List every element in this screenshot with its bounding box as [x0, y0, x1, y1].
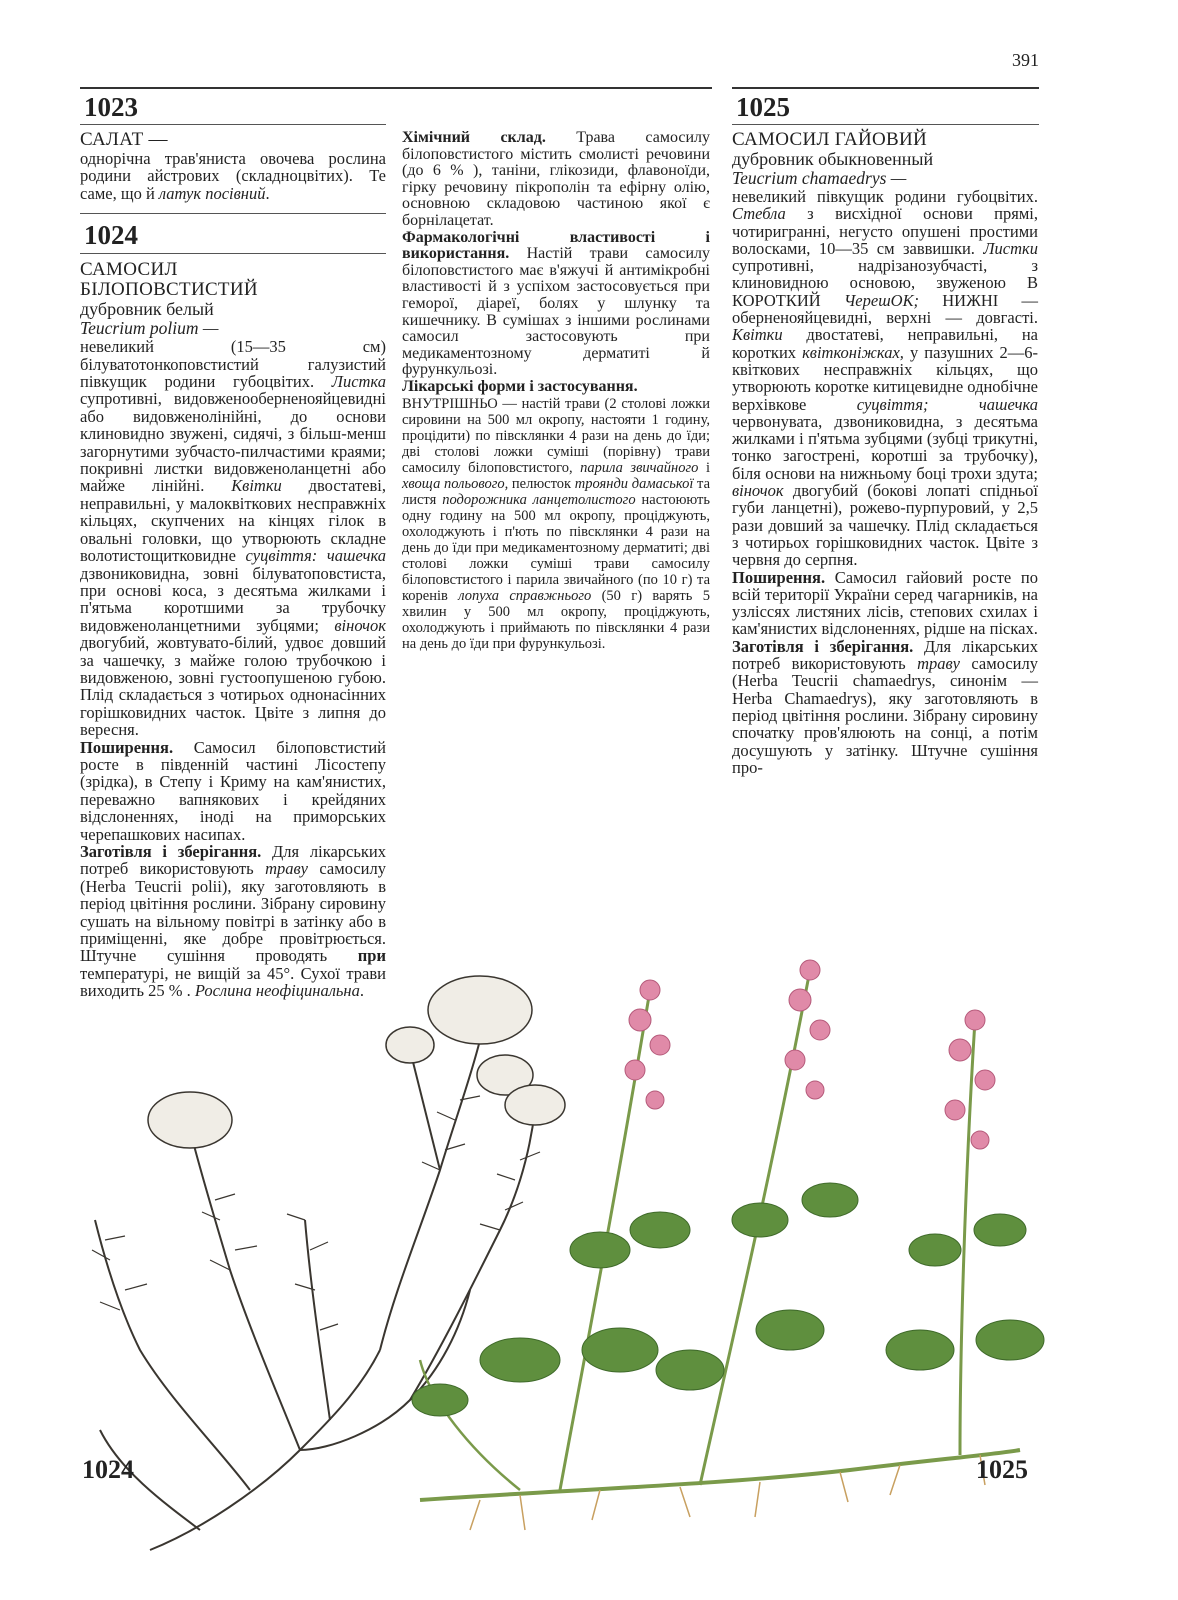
- entry-1024-harvest: Заготівля і зберігання. Для лікарських потреб використовують траву самосилу (Herba Teucrii polii), яку заготовляють в період цвітіння рослини. Зібрану сировину сушать на вільному повітрі в затінку або в приміщенні, яке добре провітрюється. Штучне сушіння проводять при температурі, не вищій за 45°. Сухої трави виходить 25 % . Рослина неофіцинальна.: [80, 842, 386, 1001]
- entry-1024-headword-1: САМОСИЛ: [80, 259, 178, 281]
- column-2: [402, 130, 710, 652]
- entry-1025-russian-name: дубровник обыкновенный: [732, 149, 934, 169]
- plate-label-1025: 1025: [976, 1455, 1028, 1484]
- entry-1024-rule: [80, 253, 386, 254]
- entry-1024-forms-heading: Лікарські форми і застосування.: [402, 377, 638, 395]
- header-rule-right: [732, 87, 1039, 89]
- entry-1024-rule-top: [80, 213, 386, 214]
- entry-number-1024: 1024: [84, 220, 138, 251]
- column-3: [732, 130, 1038, 776]
- entry-1024-spread: Поширення. Самосил білоповстистий росте в південній частині Лісостепу (зрідка), в Степу і Криму на кам'янистих, переважно вапнякових і крейдяних відслоненнях, іноді на приморських черепашкових насипах.: [80, 737, 386, 844]
- teucrium-chamaedrys-drawing: [412, 960, 1044, 1530]
- entry-1024-russian-name: дубровник белый: [80, 299, 214, 320]
- entry-1023-headword: САЛАТ —: [80, 129, 168, 150]
- column-1: [80, 130, 386, 1000]
- entry-1025-description: невеликий півкущик родини губоцвітих. Стебла з висхідної основи прямі, чотиригранні, негусто опушені простими волосками, 10—35 см заввишки. Листки супротивні, надрізанозубчасті, з клиновидною основою, звуженою В КОРОТКИЙ ЧерешОК; НИЖНІ — оберненояйцевидні, верхні — довгасті. Квітки двостатеві, неправильні, на коротких квітконіжках, у пазушних 2—6-квіткових несправжніх кільцях, що утворюють коротке китицевидне однобічне верхівкове суцвіття; чашечка червонувата, дзвониковидна, з десятьма жилками і п'ятьма зубцями (зубці трикутні, тонко загострені, коротші за трубочку), біля основи на нижньому боці трохи здута; віночок двогубий (бокові лопаті спідньої губи ланцетні), рожево-пурпуровий, у 2,5 рази довший за чашечку. Плід складається з чотирьох горішковидних часток. Цвіте з червня до серпня.: [732, 187, 1038, 570]
- teucrium-polium-flower-heads: [148, 976, 565, 1148]
- plate-label-1024: 1024: [82, 1455, 134, 1484]
- entry-1024-latin-name: Teucrium polium —: [80, 318, 219, 339]
- entry-1023-rule: [80, 124, 386, 125]
- entry-1024-forms: ВНУТРІШНЬО — настій трави (2 столові ложки сировини на 500 мл окропу, настояти 1 годину, процідити) по півсклянки 4 рази на день до їди; дві столові ложки суміші (порівну) трави самосилу білоповстистого, парила звичайного і хвоща польового, пелюсток троянди дамаської та листя подорожника ланцетолистого настоюють одну годину на 500 мл окропу, проціджують, охолоджують і п'ють по півсклянки 4 рази на день до їди при медикаментозному дерматиті; дві столові ложки суміші трави самосилу білоповстистого і парила звичайного (по 10 г) та коренів лопуха справжнього (50 г) варять 5 хвилин у 500 мл окропу, проціджують, охолоджують і приймають по півсклянки 4 рази на день до їди при фурункульозі.: [402, 395, 711, 652]
- entry-1025-rule: [732, 124, 1039, 125]
- entry-1025-harvest: Заготівля і зберігання. Для лікарських потреб використовують траву самосилу (Herba Teucrii chamaedrys, синонім — Herba Chamaedrys), яку заготовляють в період цвітіння рослини. Зібрану сировину спочатку пров'ялюють на сонці, а потім досушують у затінку. Штучне сушіння про-: [732, 636, 1038, 777]
- entry-number-1025: 1025: [736, 92, 790, 122]
- entry-1025-spread: Поширення. Самосил гайовий росте по всій території України серед чагарників, на узліссях листяних лісів, степових схилах і кам'янистих відслоненнях, рідше на пісках.: [732, 567, 1038, 639]
- entry-1024-headword-2: БІЛОПОВСТИСТИЙ: [80, 279, 258, 301]
- header-rule-left: [80, 87, 712, 89]
- page-number: 391: [1012, 50, 1039, 70]
- entry-1025-headword: САМОСИЛ ГАЙОВИЙ: [732, 129, 928, 150]
- entry-1025-latin-name: Teucrium chamaedrys —: [732, 168, 907, 188]
- entry-number-1023: 1023: [84, 92, 138, 122]
- entry-1024-pharmacology: Фармакологічні властивості і використання. Настій трави самосилу білоповстистого має в'яжучі й антимікробні властивості й з успіхом застосовується при геморої, діареї, болях у шлунку та кишечнику. В сумішах з іншими рослинами самосил застосовують при медикаментозному дерматиті й фурункульозі.: [402, 228, 710, 379]
- entry-1023-text: однорічна трав'яниста овочева рослина родини айстрових (складноцвітих). Те саме, що й латук посівний.: [80, 149, 386, 203]
- entry-1024-description: невеликий (15—35 см) білуватотонкоповстистий галузистий півкущик родини губоцвітих. Листка супротивні, видовженооберненояйцевидні або видовженолінійні, до основи клиновидно звужені, сидячі, з більш-менш загорнутими зубчасто-пилчастими краями; покривні листки видовженоланцетні або майже лінійні. Квітки двостатеві, неправильні, у малоквіткових несправжніх кільцях, скупчених на кінцях гілок в овальні головки, що утворюють складне волотистощитковидне суцвіття: чашечка дзвониковидна, зовні білуватоповстиста, при основі коса, з десятьма жилками і п'ятьма коротшими за трубочку видовженоланцетними зубцями; віночок двогубий, жовтувато-білий, удвоє довший за чашечку, з майже голою трубочкою і видовженою, зовні густоопушеною губою. Плід складається з чотирьох однонасінних горішковидних часток. Цвіте з липня до вересня.: [80, 337, 386, 740]
- entry-1024-chemistry: Хімічний склад. Трава самосилу білоповстистого містить смолисті речовини (до 6 % ), таніни, глікозиди, флавоноїди, гірку речовину пікрополін та ефірну олію, основною складовою частиною якої є борнілацетат.: [402, 129, 711, 229]
